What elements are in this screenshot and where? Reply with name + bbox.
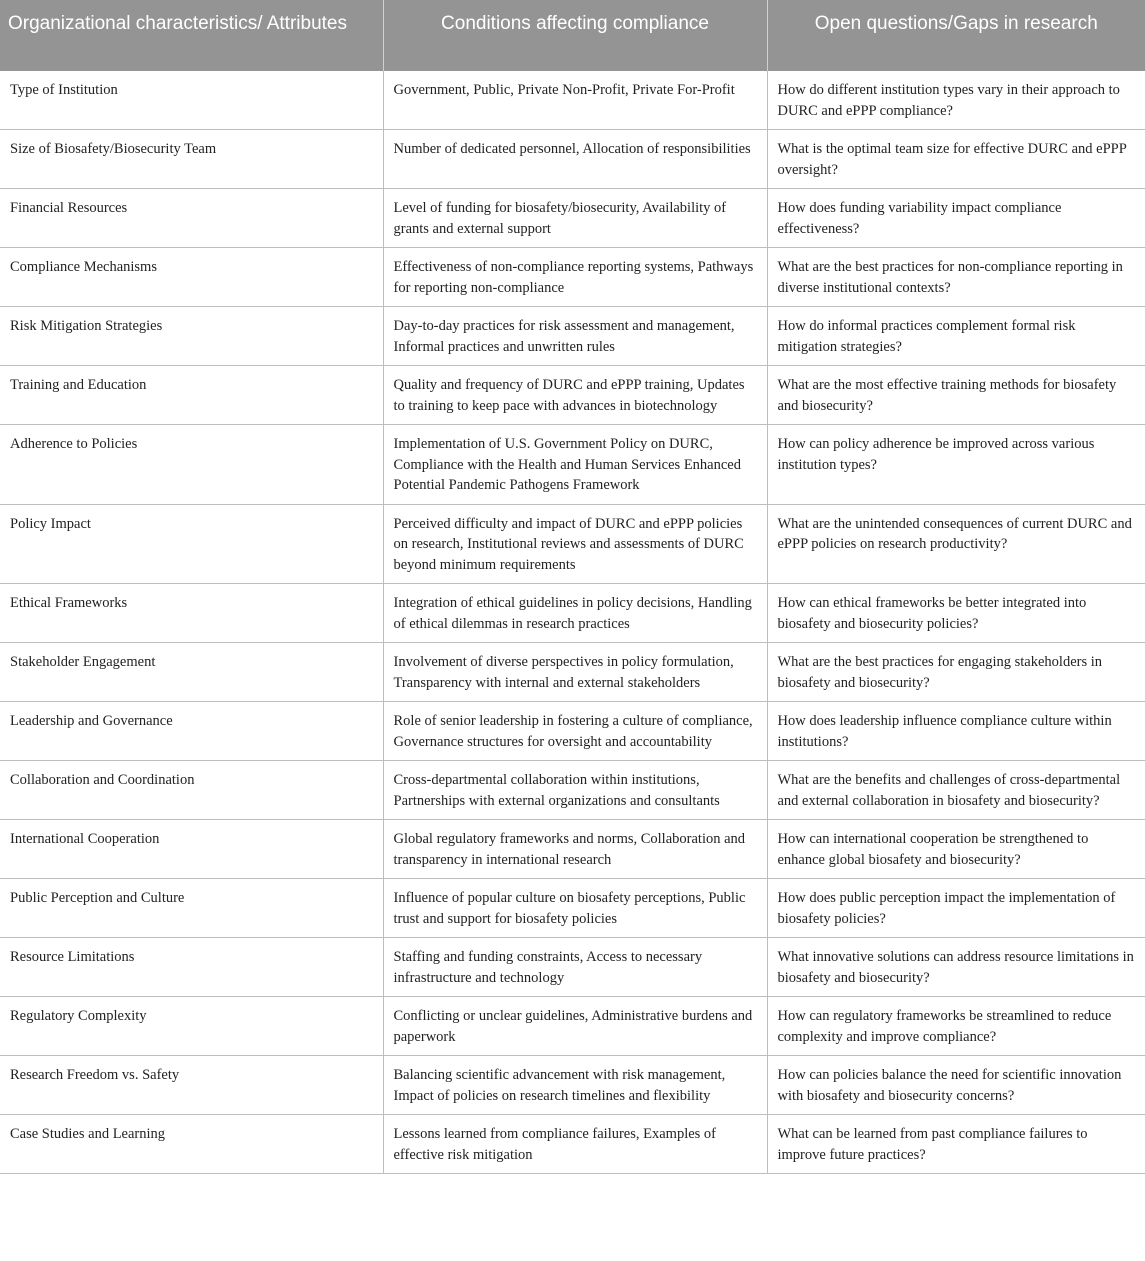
conditions-cell: Quality and frequency of DURC and ePPP training, Updates to training to keep pace with advances in biotechnology bbox=[383, 366, 767, 425]
attribute-cell: Financial Resources bbox=[0, 189, 383, 248]
attribute-cell: Resource Limitations bbox=[0, 938, 383, 997]
conditions-cell: Government, Public, Private Non-Profit, Private For-Profit bbox=[383, 71, 767, 130]
table-row bbox=[0, 71, 1145, 130]
conditions-cell: Integration of ethical guidelines in policy decisions, Handling of ethical dilemmas in research practices bbox=[383, 584, 767, 643]
attribute-cell: Ethical Frameworks bbox=[0, 584, 383, 643]
attribute-cell: Regulatory Complexity bbox=[0, 997, 383, 1056]
open-question-cell: How can international cooperation be strengthened to enhance global biosafety and biosecurity? bbox=[767, 820, 1145, 879]
attribute-cell: Stakeholder Engagement bbox=[0, 643, 383, 702]
attribute-cell: Public Perception and Culture bbox=[0, 879, 383, 938]
attribute-cell: Adherence to Policies bbox=[0, 425, 383, 505]
conditions-cell: Number of dedicated personnel, Allocation of responsibilities bbox=[383, 130, 767, 189]
attribute-cell: Type of Institution bbox=[0, 71, 383, 130]
open-question-cell: How can policy adherence be improved across various institution types? bbox=[767, 425, 1145, 505]
table-header bbox=[0, 0, 1145, 71]
table-row bbox=[0, 366, 1145, 425]
table-row bbox=[0, 997, 1145, 1056]
open-question-cell: How can policies balance the need for scientific innovation with biosafety and biosecurity concerns? bbox=[767, 1056, 1145, 1115]
attribute-cell: Leadership and Governance bbox=[0, 702, 383, 761]
header-conditions: Conditions affecting compliance bbox=[383, 0, 767, 71]
open-question-cell: What are the unintended consequences of current DURC and ePPP policies on research productivity? bbox=[767, 504, 1145, 584]
conditions-cell: Influence of popular culture on biosafety perceptions, Public trust and support for biosafety policies bbox=[383, 879, 767, 938]
conditions-cell: Involvement of diverse perspectives in policy formulation, Transparency with internal and external stakeholders bbox=[383, 643, 767, 702]
header-row bbox=[0, 0, 1145, 71]
conditions-cell: Effectiveness of non-compliance reporting systems, Pathways for reporting non-compliance bbox=[383, 248, 767, 307]
conditions-cell: Balancing scientific advancement with risk management, Impact of policies on research timelines and flexibility bbox=[383, 1056, 767, 1115]
open-question-cell: What can be learned from past compliance failures to improve future practices? bbox=[767, 1115, 1145, 1174]
conditions-cell: Perceived difficulty and impact of DURC and ePPP policies on research, Institutional reviews and assessments of DURC beyond minimum requirements bbox=[383, 504, 767, 584]
open-question-cell: How does leadership influence compliance culture within institutions? bbox=[767, 702, 1145, 761]
table-row bbox=[0, 702, 1145, 761]
open-question-cell: What innovative solutions can address resource limitations in biosafety and biosecurity? bbox=[767, 938, 1145, 997]
open-question-cell: How does public perception impact the implementation of biosafety policies? bbox=[767, 879, 1145, 938]
table-row bbox=[0, 248, 1145, 307]
open-question-cell: What are the benefits and challenges of cross-departmental and external collaboration in biosafety and biosecurity? bbox=[767, 761, 1145, 820]
table-row bbox=[0, 938, 1145, 997]
table-row bbox=[0, 820, 1145, 879]
attribute-cell: Compliance Mechanisms bbox=[0, 248, 383, 307]
attribute-cell: Collaboration and Coordination bbox=[0, 761, 383, 820]
attribute-cell: International Cooperation bbox=[0, 820, 383, 879]
conditions-cell: Global regulatory frameworks and norms, Collaboration and transparency in international research bbox=[383, 820, 767, 879]
table-row bbox=[0, 425, 1145, 505]
table-row bbox=[0, 1056, 1145, 1115]
attribute-cell: Case Studies and Learning bbox=[0, 1115, 383, 1174]
table-row bbox=[0, 307, 1145, 366]
conditions-cell: Day-to-day practices for risk assessment and management, Informal practices and unwritten rules bbox=[383, 307, 767, 366]
attribute-cell: Risk Mitigation Strategies bbox=[0, 307, 383, 366]
open-question-cell: How do different institution types vary in their approach to DURC and ePPP compliance? bbox=[767, 71, 1145, 130]
attribute-cell: Size of Biosafety/Biosecurity Team bbox=[0, 130, 383, 189]
table-row bbox=[0, 189, 1145, 248]
table-row bbox=[0, 130, 1145, 189]
open-question-cell: What are the best practices for engaging stakeholders in biosafety and biosecurity? bbox=[767, 643, 1145, 702]
table-row bbox=[0, 643, 1145, 702]
conditions-cell: Conflicting or unclear guidelines, Administrative burdens and paperwork bbox=[383, 997, 767, 1056]
table-row bbox=[0, 504, 1145, 584]
attribute-cell: Research Freedom vs. Safety bbox=[0, 1056, 383, 1115]
attribute-cell: Training and Education bbox=[0, 366, 383, 425]
attribute-cell: Policy Impact bbox=[0, 504, 383, 584]
table-row bbox=[0, 1115, 1145, 1174]
conditions-cell: Role of senior leadership in fostering a culture of compliance, Governance structures for oversight and accountability bbox=[383, 702, 767, 761]
open-question-cell: What are the best practices for non-compliance reporting in diverse institutional contexts? bbox=[767, 248, 1145, 307]
header-open-questions: Open questions/Gaps in research bbox=[767, 0, 1145, 71]
conditions-cell: Level of funding for biosafety/biosecurity, Availability of grants and external support bbox=[383, 189, 767, 248]
open-question-cell: What are the most effective training methods for biosafety and biosecurity? bbox=[767, 366, 1145, 425]
table-row bbox=[0, 761, 1145, 820]
conditions-cell: Staffing and funding constraints, Access to necessary infrastructure and technology bbox=[383, 938, 767, 997]
table-body bbox=[0, 71, 1145, 1174]
conditions-cell: Lessons learned from compliance failures, Examples of effective risk mitigation bbox=[383, 1115, 767, 1174]
conditions-cell: Cross-departmental collaboration within institutions, Partnerships with external organizations and consultants bbox=[383, 761, 767, 820]
table-row bbox=[0, 584, 1145, 643]
header-attributes: Organizational characteristics/ Attributes bbox=[0, 0, 383, 71]
table-row bbox=[0, 879, 1145, 938]
open-question-cell: How do informal practices complement formal risk mitigation strategies? bbox=[767, 307, 1145, 366]
open-question-cell: How does funding variability impact compliance effectiveness? bbox=[767, 189, 1145, 248]
open-question-cell: How can ethical frameworks be better integrated into biosafety and biosecurity policies? bbox=[767, 584, 1145, 643]
conditions-cell: Implementation of U.S. Government Policy on DURC, Compliance with the Health and Human Services Enhanced Potential Pandemic Pathogens Framework bbox=[383, 425, 767, 505]
open-question-cell: How can regulatory frameworks be streamlined to reduce complexity and improve compliance? bbox=[767, 997, 1145, 1056]
open-question-cell: What is the optimal team size for effective DURC and ePPP oversight? bbox=[767, 130, 1145, 189]
